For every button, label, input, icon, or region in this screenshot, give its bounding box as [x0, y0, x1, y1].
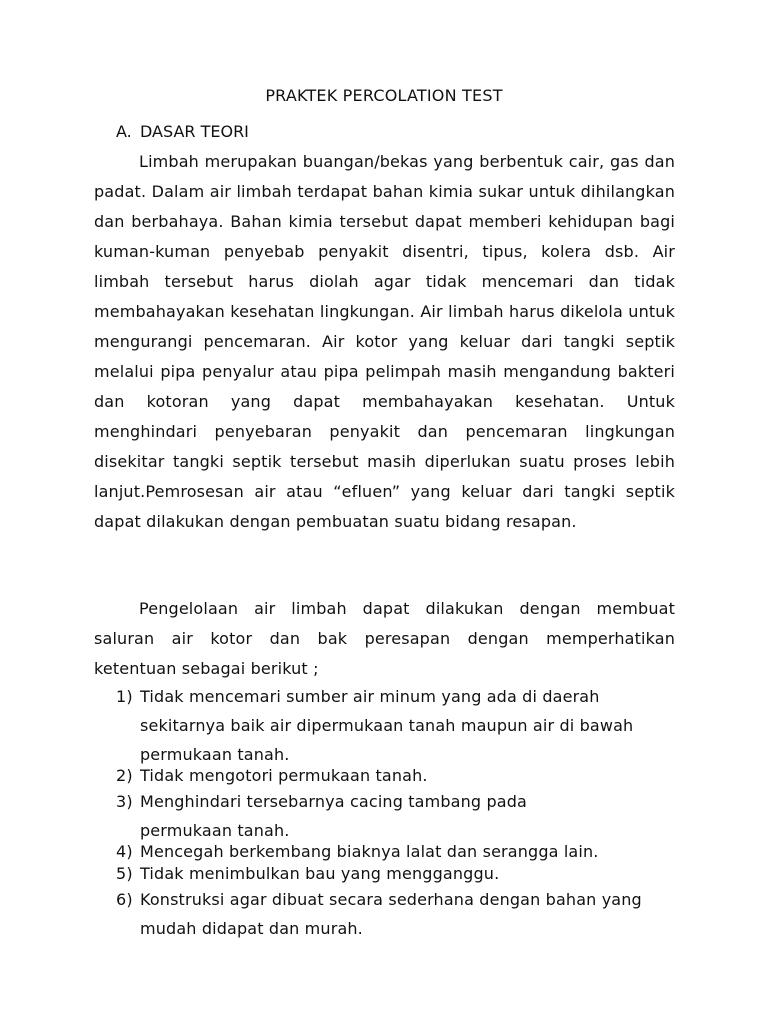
section-number: A. — [116, 122, 132, 141]
list-item — [116, 863, 676, 885]
requirements-list — [116, 682, 676, 943]
list-item-number: 2) — [116, 766, 133, 785]
list-item — [116, 682, 652, 769]
document-title: PRAKTEK PERCOLATION TEST — [265, 86, 503, 105]
paragraph: Pengelolaan air limbah dapat dilakukan dengan membuat saluran air kotor dan bak peresapan dengan memperhatikan ketentuan sebagai berikut ; — [94, 599, 675, 678]
list-item-text: Tidak mencemari sumber air minum yang ada di daerah sekitarnya baik air dipermukaan tanah maupun air di bawah permukaan tanah. — [140, 687, 634, 764]
paragraph: Limbah merupakan buangan/bekas yang berbentuk cair, gas dan padat. Dalam air limbah terdapat bahan kimia sukar untuk dihilangkan dan berbahaya. Bahan kimia tersebut dapat memberi kehidupan bagi kuman-kuman penyebab penyakit disentri, tipus, kolera dsb. Air limbah tersebut harus diolah agar tidak mencemari dan tidak membahayakan kesehatan lingkungan. Air limbah harus dikelola untuk mengurangi pencemaran. Air kotor yang keluar dari tangki septik melalui pipa penyalur atau pipa pelimpah masih mengandung bakteri dan kotoran yang dapat membahayakan kesehatan. Untuk menghindari penyebaran penyakit dan pencemaran lingkungan disekitar tangki septik tersebut masih diperlukan suatu proses lebih lanjut.Pemrosesan air atau “efluen” yang keluar dari tangki septik dapat dilakukan dengan pembuatan suatu bidang resapan. — [94, 152, 675, 531]
section-heading — [116, 122, 249, 141]
list-item — [116, 765, 676, 787]
list-item — [116, 885, 680, 943]
list-item-text: Tidak menimbulkan bau yang mengganggu. — [140, 864, 500, 883]
list-item-number: 4) — [116, 842, 133, 861]
list-item-text: Tidak mengotori permukaan tanah. — [140, 766, 428, 785]
list-item — [116, 841, 676, 863]
list-item-number: 1) — [116, 687, 133, 706]
list-item-number: 5) — [116, 864, 133, 883]
list-item — [116, 787, 590, 845]
section-title: DASAR TEORI — [140, 122, 249, 141]
list-item-text: Mencegah berkembang biaknya lalat dan serangga lain. — [140, 842, 599, 861]
list-item-number: 6) — [116, 890, 133, 909]
list-item-text: Konstruksi agar dibuat secara sederhana dengan bahan yang mudah didapat dan murah. — [140, 890, 642, 938]
list-item-number: 3) — [116, 792, 133, 811]
list-item-text: Menghindari tersebarnya cacing tambang pada permukaan tanah. — [140, 792, 527, 840]
